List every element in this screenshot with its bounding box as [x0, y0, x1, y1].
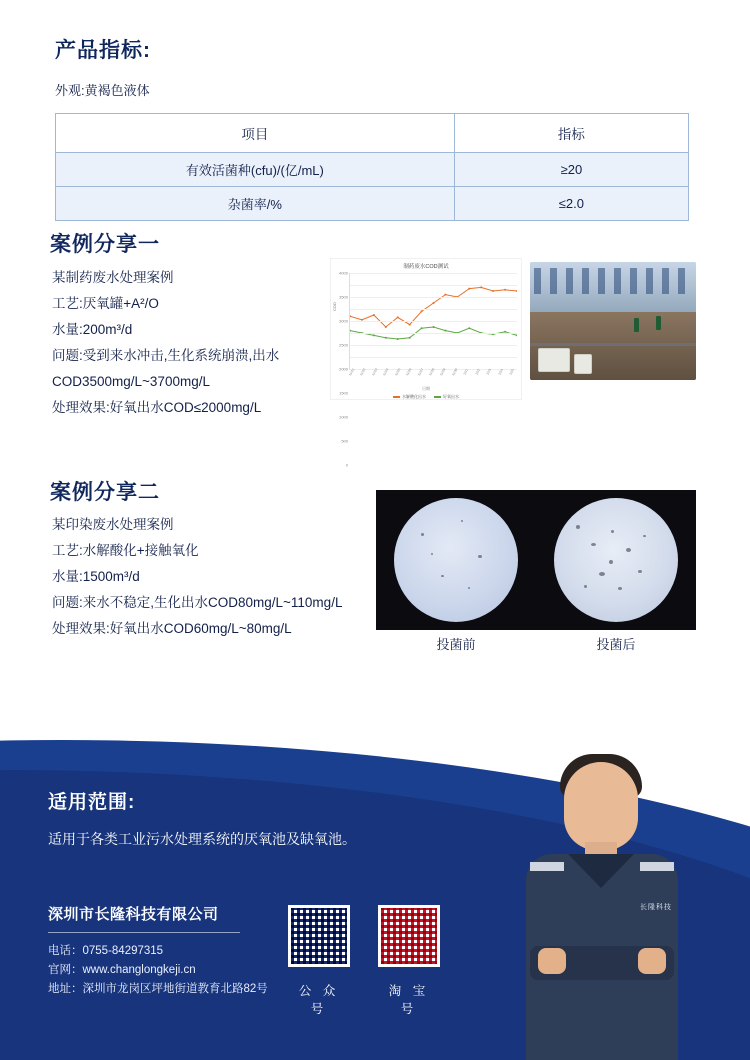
- product-indicator-section: [55, 34, 695, 221]
- site-photo: [530, 262, 696, 380]
- chart-x-tick: 11/30: [450, 367, 459, 377]
- chart-title: 制药废水COD测试: [403, 264, 449, 270]
- chart-x-tick: 11/23: [370, 367, 379, 377]
- case-one-title: 案例分享一: [50, 233, 160, 256]
- person-hand: [538, 948, 566, 974]
- case-two-line: 处理效果:好氧出水COD60mg/L~80mg/L: [52, 621, 292, 636]
- cell-item: 有效活菌种(cfu)/(亿/mL): [56, 153, 455, 187]
- legend-label: 好氧出水: [443, 394, 459, 399]
- divider: [48, 932, 240, 933]
- chart-legend-item: [393, 394, 426, 400]
- footer-panel: [0, 725, 750, 1060]
- chart-y-axis-label: COD: [332, 302, 337, 311]
- case-two-line: 问题:来水不稳定,生化出水COD80mg/L~110mg/L: [52, 595, 343, 610]
- person-head: [564, 762, 638, 850]
- chart-y-tick: 1500: [339, 390, 348, 396]
- chart-x-tick: 11/21: [347, 367, 356, 377]
- qr-wechat-label: 公 众 号: [298, 984, 340, 1016]
- chart-y-tick: 2500: [339, 342, 348, 348]
- chart-legend: [331, 394, 521, 400]
- chart-x-tick: 11/25: [393, 367, 402, 377]
- chart-x-axis-label: 日期: [422, 386, 430, 391]
- chart-x-tick: 11/28: [427, 367, 436, 377]
- chart-x-tick: 12/5: [508, 368, 516, 376]
- qr-taobao-label: 淘 宝 号: [388, 984, 430, 1016]
- photo-tank: [538, 348, 570, 372]
- case-one-line: 某制药废水处理案例: [52, 270, 174, 285]
- cell-item: 杂菌率/%: [56, 187, 455, 221]
- table-row: [56, 153, 689, 187]
- table-header-item: 项目: [56, 114, 455, 153]
- case-two-text: [52, 512, 362, 642]
- chart-y-tick: 2000: [339, 366, 348, 372]
- person-hand: [638, 948, 666, 974]
- table-row: [56, 187, 689, 221]
- case-one-line: 工艺:厌氧罐+A²/O: [52, 296, 159, 311]
- chart-x-tick: 12/1: [462, 368, 470, 376]
- photo-worker: [656, 316, 661, 330]
- appearance-text: 外观:黄褐色液体: [55, 83, 150, 98]
- chart-gridline: [339, 270, 517, 276]
- microscope-field: [554, 498, 678, 622]
- qr-wechat-code[interactable]: [288, 905, 350, 967]
- cod-line-chart: [330, 258, 522, 468]
- table-header-row: [56, 114, 689, 153]
- case-one-line: 水量:200m³/d: [52, 322, 133, 337]
- caption-before: 投菌前: [436, 637, 476, 652]
- cell-value: ≥20: [454, 153, 688, 187]
- microscope-image-before: [376, 490, 536, 630]
- chart-x-tick: 12/3: [485, 368, 493, 376]
- scope-description: 适用于各类工业污水处理系统的厌氧池及缺氧池。: [48, 831, 356, 847]
- chart-x-tick: 11/24: [382, 367, 390, 377]
- chart-y-tick: 1000: [339, 414, 348, 420]
- photo-pipe: [530, 343, 696, 346]
- case-two-line: 水量:1500m³/d: [52, 569, 140, 584]
- table-header-value: 指标: [454, 114, 688, 153]
- indicator-table: [55, 113, 689, 221]
- microscope-image-after: [536, 490, 696, 630]
- chart-y-tick: 0: [345, 462, 348, 468]
- product-title: 产品指标:: [55, 39, 151, 62]
- legend-label: 水解酸化出水: [402, 394, 426, 399]
- company-phone: 电话：0755-84297315: [48, 945, 164, 957]
- scope-block: [48, 787, 488, 850]
- case-one-line: 问题:受到来水冲击,生化系统崩溃,出水: [52, 348, 280, 363]
- person-shoulder-stripe: [530, 862, 564, 871]
- qr-taobao[interactable]: [378, 905, 440, 1017]
- chart-x-tick: 11/27: [416, 367, 425, 377]
- company-website: 官网：www.changlongkeji.cn: [48, 964, 196, 976]
- company-name: 深圳市长隆科技有限公司: [48, 906, 219, 923]
- chart-x-tick: 11/22: [359, 367, 367, 377]
- case-one-line: 处理效果:好氧出水COD≤2000mg/L: [52, 400, 262, 415]
- chart-x-tick: 12/2: [474, 368, 481, 376]
- case-one-text: [52, 265, 352, 421]
- chart-y-tick: 500: [341, 438, 348, 444]
- uniform-logo: 长隆科技: [640, 904, 672, 911]
- chart-x-tick: 12/4: [496, 368, 504, 376]
- qr-wechat[interactable]: [288, 905, 350, 1017]
- case-one-line: COD3500mg/L~3700mg/L: [52, 374, 210, 389]
- chart-legend-item: [434, 394, 459, 400]
- caption-after: 投菌后: [596, 637, 636, 652]
- staff-photo: [512, 750, 692, 1060]
- cell-value: ≤2.0: [454, 187, 688, 221]
- chart-y-tick: 3000: [339, 318, 348, 324]
- photo-windows: [534, 268, 692, 294]
- legend-swatch: [393, 396, 400, 398]
- chart-gridline: [339, 285, 517, 300]
- case-two-title: 案例分享二: [50, 481, 160, 504]
- photo-tank: [574, 354, 592, 374]
- chart-x-tick: 11/29: [439, 367, 447, 377]
- photo-worker: [634, 318, 639, 332]
- case-two-line: 某印染废水处理案例: [52, 517, 174, 532]
- qr-taobao-code[interactable]: [378, 905, 440, 967]
- scope-title: 适用范围:: [48, 792, 136, 813]
- case-two-line: 工艺:水解酸化+接触氧化: [52, 543, 199, 558]
- company-address: 地址：深圳市龙岗区坪地街道教育北路82号: [48, 983, 268, 995]
- chart-y-tick: 4000: [339, 270, 348, 276]
- person-shoulder-stripe: [640, 862, 674, 871]
- chart-y-tick: 3500: [339, 294, 348, 300]
- microscope-field: [394, 498, 518, 622]
- chart-x-tick: 11/26: [405, 367, 413, 377]
- legend-swatch: [434, 396, 441, 398]
